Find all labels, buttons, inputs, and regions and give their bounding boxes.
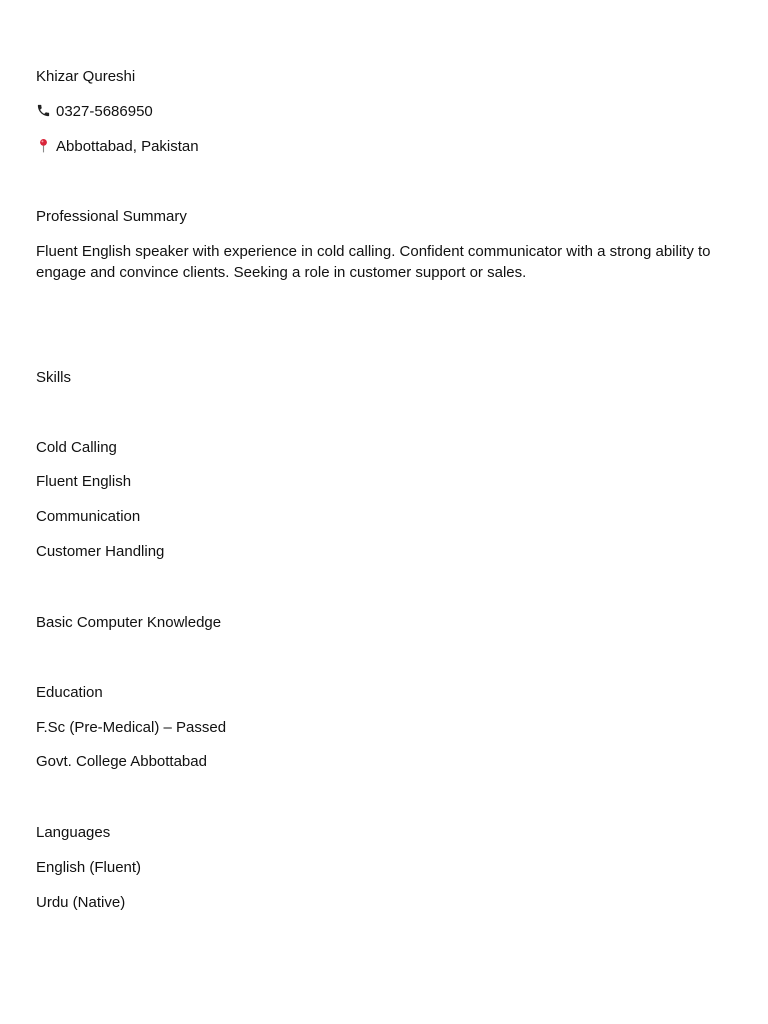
phone-icon bbox=[36, 103, 51, 118]
education-degree: F.Sc (Pre-Medical) – Passed bbox=[36, 719, 227, 736]
phone-row bbox=[36, 101, 153, 122]
skill-item: Communication bbox=[36, 508, 141, 525]
skill-item: Cold Calling bbox=[36, 439, 117, 456]
skill-item-extra: Basic Computer Knowledge bbox=[36, 614, 222, 631]
candidate-name: Khizar Qureshi bbox=[36, 68, 136, 85]
summary-text: Fluent English speaker with experience in cold calling. Confident communicator with a strong ability to engage and convince clients. Seeking a role in customer support or sales. bbox=[36, 243, 711, 281]
pin-icon bbox=[36, 138, 51, 153]
location-text: Abbottabad, Pakistan bbox=[56, 138, 199, 155]
summary-heading: Professional Summary bbox=[36, 208, 187, 225]
location-row bbox=[36, 136, 199, 157]
education-heading: Education bbox=[36, 684, 103, 701]
language-item: Urdu (Native) bbox=[36, 894, 126, 911]
languages-heading: Languages bbox=[36, 824, 111, 841]
skill-item: Fluent English bbox=[36, 473, 132, 490]
skills-heading: Skills bbox=[36, 369, 72, 386]
education-institution: Govt. College Abbottabad bbox=[36, 753, 207, 770]
phone-number: 0327-5686950 bbox=[56, 103, 153, 120]
skill-item: Customer Handling bbox=[36, 543, 165, 560]
language-item: English (Fluent) bbox=[36, 859, 142, 876]
